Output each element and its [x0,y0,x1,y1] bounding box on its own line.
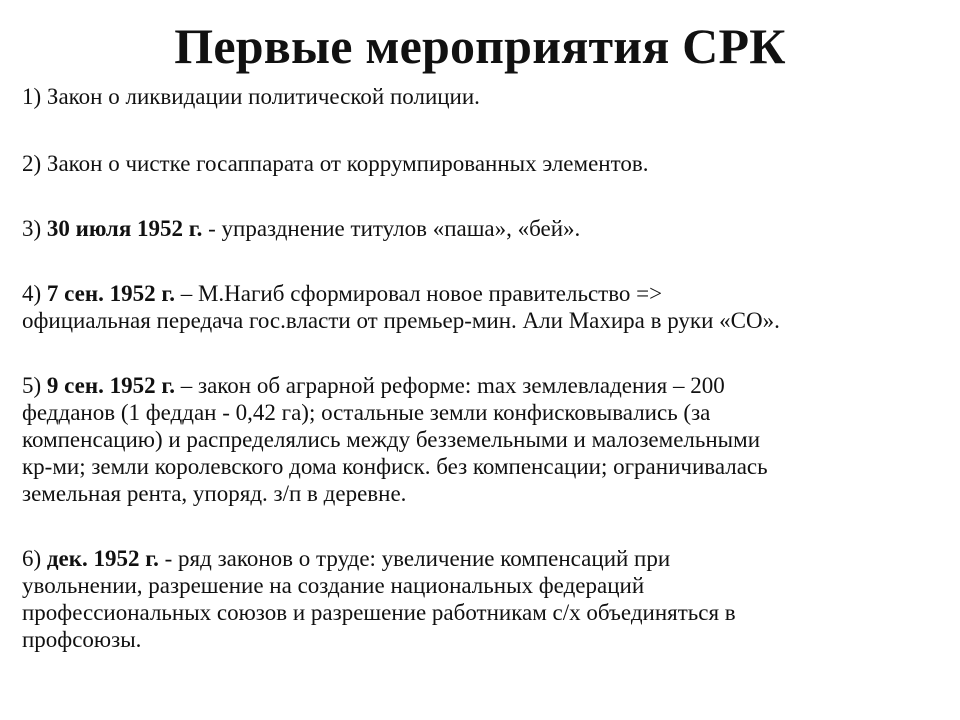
item-line [22,215,580,242]
item-text: – закон об аграрной реформе: max землевладения – 200 [180,373,725,398]
item-text: Закон о ликвидации политической полиции. [46,84,480,109]
item-number: 5) [22,373,42,398]
item-line [22,83,480,110]
item-date: 7 сен. 1952 г. [46,281,175,306]
list-item-3 [22,215,580,242]
item-text: – М.Нагиб сформировал новое правительство => [180,281,663,306]
item-line: земельная рента, упоряд. з/п в деревне. [22,481,407,506]
item-date: 9 сен. 1952 г. [46,373,175,398]
list-item-4 [22,280,780,334]
item-number: 6) [22,546,42,571]
item-line: профессиональных союзов и разрешение работникам с/х объединяться в [22,600,736,625]
item-date: 30 июля 1952 г. [46,216,203,241]
item-line [22,545,736,572]
item-line: увольнении, разрешение на создание национальных федераций [22,573,645,598]
item-line: кр-ми; земли королевского дома конфиск. без компенсации; ограничивалась [22,454,768,479]
list-item-5 [22,372,768,507]
item-date: дек. 1952 г. [46,546,159,571]
item-line [22,372,768,399]
list-item-2 [22,150,648,177]
item-number: 3) [22,216,42,241]
item-line [22,280,780,307]
item-text: - ряд законов о труде: увеличение компенсаций при [164,546,671,571]
list-item-1 [22,83,480,110]
item-line [22,150,648,177]
item-text: Закон о чистке госаппарата от коррумпированных элементов. [46,151,649,176]
item-line: федданов (1 феддан - 0,42 га); остальные земли конфисковывались (за [22,400,711,425]
list-item-6 [22,545,736,653]
item-number: 2) [22,151,42,176]
item-line: официальная передача гос.власти от премьер-мин. Али Махира в руки «СО». [22,308,780,333]
item-number: 4) [22,281,42,306]
page-title: Первые мероприятия СРК [174,18,786,74]
item-text: - упразднение титулов «паша», «бей». [208,216,581,241]
item-number: 1) [22,84,42,109]
item-line: профсоюзы. [22,627,142,652]
item-line: компенсацию) и распределялись между безземельными и малоземельными [22,427,760,452]
